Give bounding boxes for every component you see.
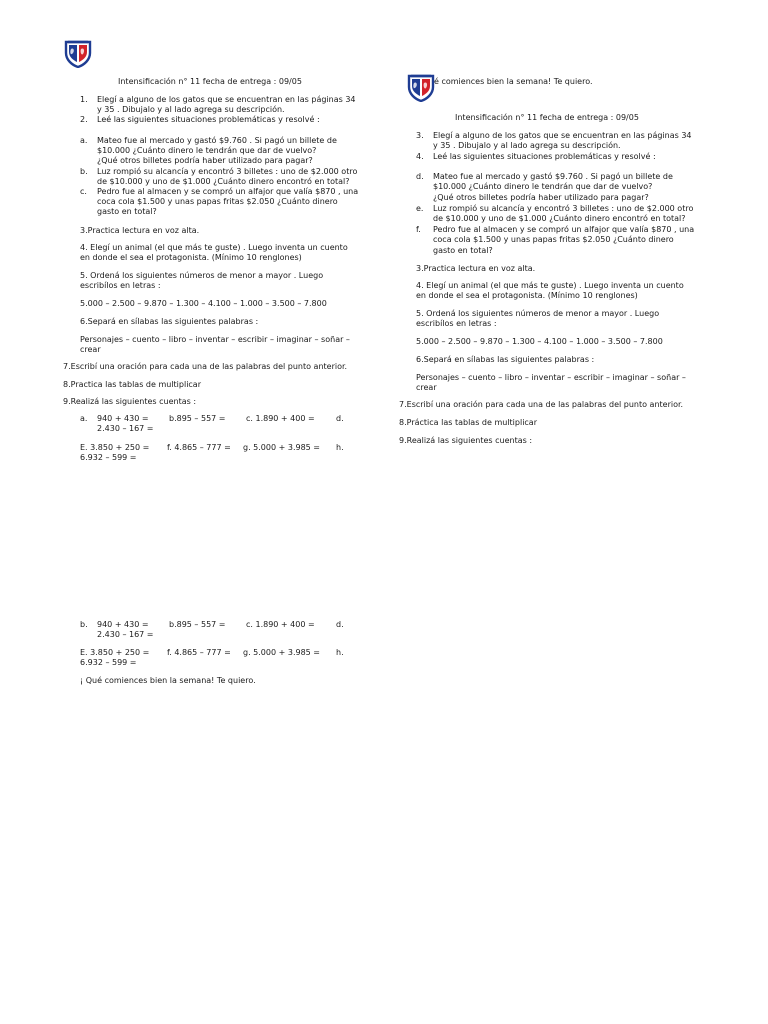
numbers-list: 5.000 – 2.500 – 9.870 – 1.300 – 4.100 – 1.000 – 3.500 – 7.800 (416, 337, 663, 346)
list-item: 3. Elegí a alguno de los gatos que se encuentran en las páginas 34 (416, 131, 692, 140)
problem-item: c. Pedro fue al almacen y se compró un alfajor que valía $870 , una (80, 187, 359, 196)
list-item: 1. Elegí a alguno de los gatos que se encuentran en las páginas 34 (80, 95, 356, 104)
point-8: 8.Práctica las tablas de multiplicar (399, 418, 537, 427)
point-3: 3.Practica lectura en voz alta. (416, 264, 536, 273)
sum-cell: c. 1.890 + 400 = (246, 414, 315, 423)
sum-cell: E. 3.850 + 250 = (80, 648, 150, 657)
point-4: 4. Elegí un animal (el que más te guste) . Luego inventa un cuento (80, 243, 348, 252)
point-9: 9.Realizá las siguientes cuentas : (399, 436, 533, 445)
point-7: 7.Escribí una oración para cada una de las palabras del punto anterior. (399, 400, 684, 409)
problem-item: d. Mateo fue al mercado y gastó $9.760 . Si pagó un billete de (416, 172, 673, 181)
problem-item: f. Pedro fue al almacen y se compró un alfajor que valía $870 , una (416, 225, 695, 234)
sum-cell: b.895 – 557 = (169, 414, 226, 423)
sum-cell: b.895 – 557 = (169, 620, 226, 629)
problem-line: ¿Qué otros billetes podría haber utilizado para pagar? (97, 156, 313, 165)
point-7: 7.Escribí una oración para cada una de las palabras del punto anterior. (63, 362, 348, 371)
sum-cell: 6.932 – 599 = (80, 453, 137, 462)
problem-line: coca cola $1.500 y unas papas fritas $2.050 ¿Cuánto dinero (433, 235, 674, 244)
point-4-cont: en donde el sea el protagonista. (Mínimo 10 renglones) (80, 253, 302, 262)
sum-cell: 940 + 430 = (97, 620, 149, 629)
school-crest-icon (63, 38, 93, 68)
point-3: 3.Practica lectura en voz alta. (80, 226, 200, 235)
numbers-list: 5.000 – 2.500 – 9.870 – 1.300 – 4.100 – 1.000 – 3.500 – 7.800 (80, 299, 327, 308)
words-list-cont: crear (416, 383, 437, 392)
sum-cell: c. 1.890 + 400 = (246, 620, 315, 629)
list-item-cont: y 35 . Dibujalo y al lado agrega su descripción. (97, 105, 285, 114)
point-6: 6.Separá en sílabas las siguientes palabras : (416, 355, 595, 364)
closing-message: ¡ Qué comiences bien la semana! Te quiero. (80, 676, 256, 685)
sum-marker: a. (80, 414, 88, 423)
sum-cell: d. (336, 414, 344, 423)
point-5: 5. Ordená los siguientes números de menor a mayor . Luego (416, 309, 660, 318)
point-8: 8.Practica las tablas de multiplicar (63, 380, 201, 389)
sum-cell: f. 4.865 – 777 = (167, 648, 231, 657)
sum-cell: h. (336, 648, 344, 657)
sum-cell: h. (336, 443, 344, 452)
problem-item: b. Luz rompió su alcancía y encontró 3 billetes : uno de $2.000 otro (80, 167, 358, 176)
point-4-cont: en donde el sea el protagonista. (Mínimo 10 renglones) (416, 291, 638, 300)
point-6: 6.Separá en sílabas las siguientes palabras : (80, 317, 259, 326)
problem-line: gasto en total? (433, 246, 493, 255)
page-title: Intensificación n° 11 fecha de entrega : 09/05 (118, 77, 302, 86)
problem-line: de $10.000 y uno de $1.000 ¿Cuánto dinero encontró en total? (433, 214, 686, 223)
list-item: 4. Leé las siguientes situaciones problemáticas y resolvé : (416, 152, 656, 161)
page-title: Intensificación n° 11 fecha de entrega : 09/05 (455, 113, 639, 122)
sum-cell: 940 + 430 = (97, 414, 149, 423)
words-list: Personajes – cuento – libro – inventar – escribir – imaginar – soñar – (80, 335, 350, 344)
point-4: 4. Elegí un animal (el que más te guste) . Luego inventa un cuento (416, 281, 684, 290)
point-5-cont: escribílos en letras : (416, 319, 497, 328)
sum-cell: 2.430 – 167 = (97, 424, 154, 433)
list-item: 2. Leé las siguientes situaciones problemáticas y resolvé : (80, 115, 320, 124)
problem-line: coca cola $1.500 y unas papas fritas $2.050 ¿Cuánto dinero (97, 197, 338, 206)
sum-cell: 2.430 – 167 = (97, 630, 154, 639)
sum-cell: f. 4.865 – 777 = (167, 443, 231, 452)
sum-marker: b. (80, 620, 88, 629)
problem-line: $10.000 ¿Cuánto dinero le tendrán que dar de vuelvo? (97, 146, 317, 155)
sum-cell: 6.932 – 599 = (80, 658, 137, 667)
point-9: 9.Realizá las siguientes cuentas : (63, 397, 197, 406)
problem-line: ¿Qué otros billetes podría haber utilizado para pagar? (433, 193, 649, 202)
school-crest-icon (406, 72, 436, 102)
sum-cell: g. 5.000 + 3.985 = (243, 443, 321, 452)
sum-cell: g. 5.000 + 3.985 = (243, 648, 321, 657)
problem-line: $10.000 ¿Cuánto dinero le tendrán que dar de vuelvo? (433, 182, 653, 191)
closing-message-fragment: é comiences bien la semana! Te quiero. (434, 77, 593, 86)
problem-item: e. Luz rompió su alcancía y encontró 3 billetes : uno de $2.000 otro (416, 204, 694, 213)
problem-item: a. Mateo fue al mercado y gastó $9.760 . Si pagó un billete de (80, 136, 337, 145)
list-item-cont: y 35 . Dibujalo y al lado agrega su descripción. (433, 141, 621, 150)
words-list: Personajes – cuento – libro – inventar – escribir – imaginar – soñar – (416, 373, 686, 382)
sum-cell: d. (336, 620, 344, 629)
words-list-cont: crear (80, 345, 101, 354)
problem-line: gasto en total? (97, 207, 157, 216)
point-5: 5. Ordená los siguientes números de menor a mayor . Luego (80, 271, 324, 280)
problem-line: de $10.000 y uno de $1.000 ¿Cuánto dinero encontró en total? (97, 177, 350, 186)
sum-cell: E. 3.850 + 250 = (80, 443, 150, 452)
point-5-cont: escribílos en letras : (80, 281, 161, 290)
